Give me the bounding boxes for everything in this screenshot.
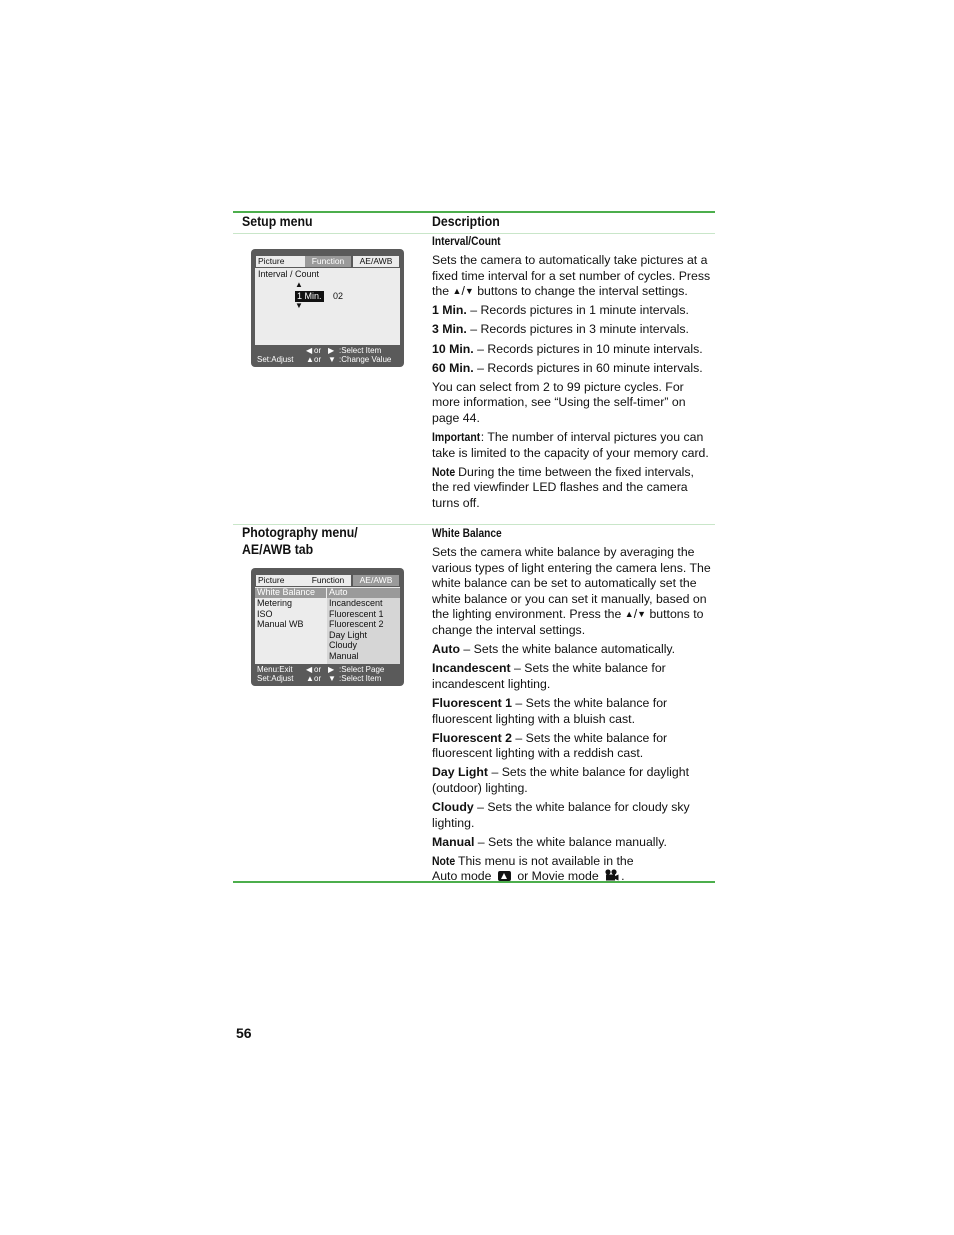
option-manual: Manual <box>329 650 359 661</box>
option-desc: – Sets the white balance for daylight (outdoor) lighting. <box>432 765 690 795</box>
page-number: 56 <box>236 1025 252 1041</box>
note-paragraph <box>432 854 714 885</box>
option-desc: – Sets the white balance for fluorescent lighting with a bluish cast. <box>432 695 668 726</box>
screen-panel <box>255 587 400 664</box>
tab-function: Function <box>305 256 351 267</box>
down-arrow-icon: ▼ <box>328 355 336 364</box>
option-desc: – Sets the white balance for cloudy sky lighting. <box>432 800 690 830</box>
footer-or: or <box>314 355 322 364</box>
option-incandescent: Incandescent <box>329 598 383 608</box>
movie-mode-icon <box>604 869 619 881</box>
option-item <box>432 661 714 692</box>
footer-or: or <box>314 346 322 355</box>
option-term: 10 Min. <box>432 341 474 356</box>
menu-item-iso: ISO <box>257 608 273 619</box>
option-desc: – Records pictures in 10 minute intervals. <box>473 341 703 356</box>
tab-ae-awb: AE/AWB <box>353 256 399 267</box>
photography-menu-label <box>242 524 358 558</box>
intro-text-end: buttons to change the interval settings. <box>432 607 704 638</box>
option-item <box>432 342 714 358</box>
footer-set-adjust: Set:Adjust <box>257 674 294 683</box>
option-cloudy: Cloudy <box>329 640 358 650</box>
important-label: Important <box>432 430 481 445</box>
separator: / <box>633 607 638 622</box>
option-term: Cloudy <box>432 800 474 814</box>
left-arrow-icon: ◀ <box>306 346 313 355</box>
column-header-setup-menu: Setup menu <box>242 213 313 229</box>
up-arrow-icon: ▲ <box>452 286 462 297</box>
option-term: Fluorescent 2 <box>432 730 512 745</box>
screen-tabs <box>255 575 400 586</box>
selected-interval: 1 Min. <box>297 291 322 301</box>
intro-text-end: buttons to change the interval settings. <box>477 284 688 299</box>
option-day-light: Day Light <box>329 629 368 640</box>
option-term: Fluorescent 1 <box>432 695 512 710</box>
footer-or: or <box>314 674 322 683</box>
note-label: Note <box>432 464 456 479</box>
option-item <box>432 642 714 658</box>
option-item <box>432 303 714 319</box>
option-item <box>432 800 714 831</box>
menu-item-manual-wb: Manual WB <box>257 619 304 629</box>
up-arrow-icon: ▲ <box>624 609 634 620</box>
option-item <box>432 361 714 377</box>
down-arrow-icon: ▼ <box>464 286 474 297</box>
down-arrow-icon: ▼ <box>637 609 647 620</box>
option-term: 1 Min. <box>432 303 467 318</box>
footer-or: or <box>314 665 322 674</box>
interval-count-subheading: Interval/Count <box>432 234 501 248</box>
option-item <box>432 322 714 338</box>
tab-picture: Picture <box>256 575 305 586</box>
important-paragraph <box>432 430 714 461</box>
option-fluorescent-2: Fluorescent 2 <box>329 619 384 629</box>
footer-menu-exit: Menu:Exit <box>257 665 293 674</box>
separator: / <box>461 284 465 299</box>
option-desc: – Sets the white balance for fluorescent lighting with a reddish cast. <box>432 730 668 761</box>
tab-function: Function <box>305 575 351 586</box>
footer-select-item: :Select Item <box>339 674 382 683</box>
option-term: Day Light <box>432 765 489 780</box>
option-auto: Auto <box>329 587 348 597</box>
option-desc: – Records pictures in 3 minute intervals. <box>466 322 689 337</box>
option-item <box>432 731 714 762</box>
white-balance-description <box>432 526 714 888</box>
screen-title: Interval / Count <box>258 269 320 279</box>
down-arrow-icon: ▼ <box>295 301 303 310</box>
up-arrow-icon: ▲ <box>295 280 303 289</box>
left-arrow-icon: ◀ <box>306 665 313 674</box>
footer-select-page: :Select Page <box>339 665 385 674</box>
option-item <box>432 696 714 727</box>
note-label: Note <box>432 853 456 868</box>
column-header-description: Description <box>432 213 500 229</box>
label-line1: Photography menu/ <box>242 524 358 540</box>
footer-set-adjust: Set:Adjust <box>257 355 294 364</box>
option-item <box>432 765 714 796</box>
cycles-paragraph: You can select from 2 to 99 picture cycles. For more information, see “Using the self-timer” on page 44. <box>432 379 686 425</box>
up-arrow-icon: ▲ <box>306 674 314 683</box>
white-balance-intro <box>432 545 714 639</box>
note-text: : This menu is not available in the <box>451 853 634 868</box>
interval-count-screen <box>251 249 404 367</box>
note-paragraph <box>432 465 714 512</box>
interval-count-value: 02 <box>333 291 344 301</box>
white-balance-screen <box>251 568 404 686</box>
option-desc: – Sets the white balance automatically. <box>460 642 676 657</box>
important-text: : The number of interval pictures you can take is limited to the capacity of your memory card. <box>432 430 709 460</box>
option-term: 3 Min. <box>432 322 467 337</box>
option-fluorescent-1: Fluorescent 1 <box>329 608 384 619</box>
option-term: 60 Min. <box>432 360 474 375</box>
screen-panel <box>255 268 400 345</box>
intro-text: Sets the camera white balance by averaging the various types of light entering the camera lens. The white balance can be set to automatically set the white balance or you can set it manually, based on the lighting environment. Press the <box>432 545 711 622</box>
option-desc: – Records pictures in 60 minute intervals. <box>473 360 703 375</box>
intro-text: Sets the camera to automatically take pictures at a fixed time interval for a set number of cycles. Press the <box>432 253 711 299</box>
option-desc: – Sets the white balance manually. <box>474 834 667 849</box>
auto-mode-icon <box>498 871 511 881</box>
menu-item-metering: Metering <box>257 598 293 608</box>
down-arrow-icon: ▼ <box>328 674 336 683</box>
note-text: : During the time between the fixed intervals, the red viewfinder LED flashes and the camera turns off. <box>432 464 694 510</box>
option-desc: – Sets the white balance for incandescent lighting. <box>432 661 666 691</box>
up-arrow-icon: ▲ <box>306 355 314 364</box>
interval-count-description <box>432 234 714 515</box>
right-arrow-icon: ▶ <box>328 665 335 674</box>
label-line2: AE/AWB tab <box>242 541 314 557</box>
note-auto-mode-text: Auto mode <box>432 869 492 884</box>
right-arrow-icon: ▶ <box>328 346 335 355</box>
white-balance-subheading: White Balance <box>432 526 502 540</box>
note-movie-mode-text: or Movie mode <box>517 869 599 884</box>
interval-count-intro <box>432 253 714 300</box>
tab-picture: Picture <box>256 256 305 267</box>
screen-tabs <box>255 256 400 267</box>
menu-item-white-balance: White Balance <box>257 587 316 597</box>
tab-ae-awb: AE/AWB <box>353 575 399 586</box>
option-item <box>432 835 714 851</box>
footer-select-item: :Select Item <box>339 346 382 355</box>
option-term: Manual <box>432 834 475 849</box>
option-term: Auto <box>432 642 460 657</box>
footer-change-value: :Change Value <box>339 355 392 364</box>
note-period: . <box>621 869 625 884</box>
option-desc: – Records pictures in 1 minute intervals. <box>466 303 689 318</box>
option-term: Incandescent <box>432 661 511 676</box>
